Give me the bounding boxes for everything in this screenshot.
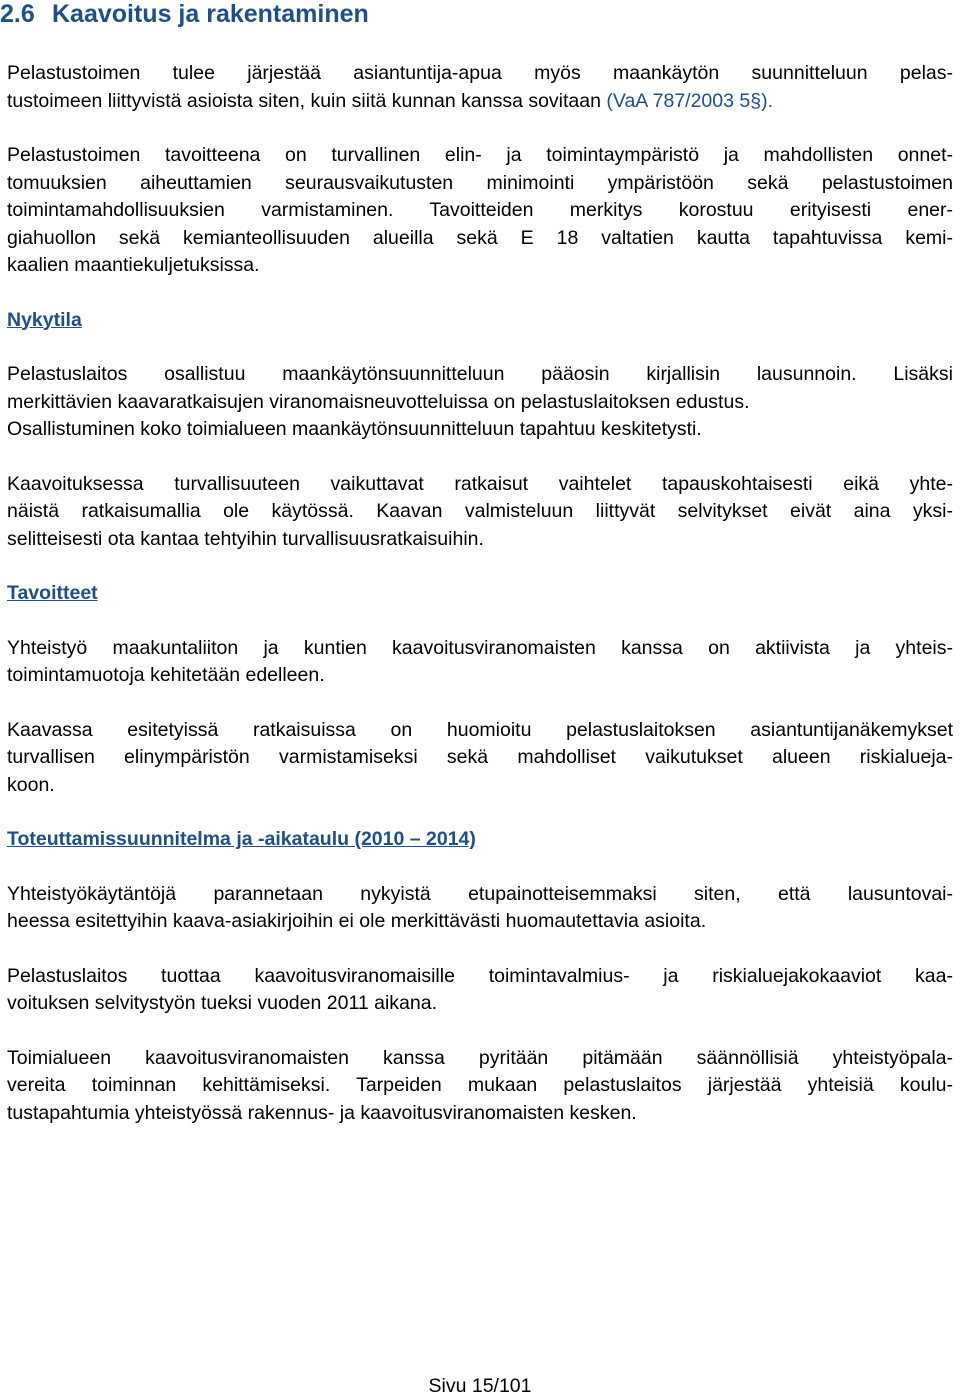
section-number: 2.6 (0, 0, 35, 28)
text-line: Yhteistyö maakuntaliiton ja kuntien kaavoitusviranomaisten kanssa on aktiivista ja yhteis- (7, 636, 953, 659)
paragraph-goals (7, 142, 953, 280)
text-line: heessa esitettyihin kaava-asiakirjoihin ei ole merkittävästi huomautettavia asioita. (7, 910, 707, 932)
subheading-tavoitteet: Tavoitteet (7, 582, 98, 604)
text-line: Pelastuslaitos osallistuu maankäytönsuunnitteluun pääosin kirjallisin lausunnoin. Lisäksi (7, 363, 953, 385)
text-line: Yhteistyökäytäntöjä parannetaan nykyistä etupainotteisemmaksi siten, että lausuntovai- (7, 882, 953, 905)
text-line (7, 88, 953, 116)
text-line: Kaavassa esitetyissä ratkaisuissa on huomioitu pelastuslaitoksen asiantuntijanäkemykset (7, 718, 953, 741)
text-line: voituksen selvitystyön tueksi vuoden 2011 aikana. (7, 992, 437, 1014)
paragraph (7, 1045, 953, 1128)
paragraph (7, 635, 953, 690)
body-text (7, 60, 953, 1154)
paragraph (7, 881, 953, 936)
law-reference: (VaA 787/2003 5§). (606, 89, 773, 112)
paragraph-intro (7, 60, 953, 115)
text-line: toimintamuotoja kehitetään edelleen. (7, 664, 325, 686)
text-line: tustapahtumia yhteistyössä rakennus- ja kaavoitusviranomaisten kesken. (7, 1101, 637, 1124)
section-heading (0, 0, 369, 29)
paragraph (7, 471, 953, 554)
subheading-toteuttamissuunnitelma: Toteuttamissuunnitelma ja -aikataulu (2010 – 2014) (7, 828, 476, 850)
section-title: Kaavoitus ja rakentaminen (52, 0, 369, 28)
text-line: merkittävien kaavaratkaisujen viranomaisneuvotteluissa on pelastuslaitoksen edustus. (7, 390, 750, 413)
page-number: Sivu 15/101 (428, 1375, 532, 1397)
text-line: Osallistuminen koko toimialueen maankäytönsuunnitteluun tapahtuu keskitetysti. (7, 418, 702, 440)
text-line: Kaavoituksessa turvallisuuteen vaikuttavat ratkaisut vaihtelet tapauskohtaisesti eikä yhte- (7, 472, 953, 495)
text-line: Toimialueen kaavoitusviranomaisten kanssa pyritään pitämään säännöllisiä yhteistyöpala- (7, 1046, 953, 1069)
subheading-nykytila: Nykytila (7, 308, 82, 331)
text-fragment: tustoimeen liittyvistä asioista siten, kuin siitä kunnan kanssa sovitaan (7, 89, 607, 112)
text-line: näistä ratkaisumallia ole käytössä. Kaavan valmisteluun liittyvät selvitykset eivät aina yksi- (7, 500, 953, 522)
paragraph (7, 963, 953, 1018)
text-line: tomuuksien aiheuttamien seurausvaikutusten minimointi ympäristöön sekä pelastustoimen (7, 171, 953, 194)
text-line: vereita toiminnan kehittämiseksi. Tarpeiden mukaan pelastuslaitos järjestää yhteisiä koulu- (7, 1074, 953, 1096)
text-line: Pelastustoimen tavoitteena on turvallinen elin- ja toimintaympäristö ja mahdollisten onnet- (7, 144, 953, 166)
paragraph (7, 361, 953, 444)
text-line: turvallisen elinympäristön varmistamiseksi sekä mahdolliset vaikutukset alueen riskialueja- (7, 746, 953, 768)
text-line: koon. (7, 773, 55, 796)
text-line: toimintamahdollisuuksien varmistaminen. Tavoitteiden merkitys korostuu erityisesti ener- (7, 199, 953, 221)
text-line: selitteisesti ota kantaa tehtyihin turvallisuusratkaisuihin. (7, 527, 484, 550)
text-line: kaalien maantiekuljetuksissa. (7, 254, 260, 276)
text-line: giahuollon sekä kemianteollisuuden alueilla sekä E 18 valtatien kautta tapahtuvissa kemi- (7, 226, 953, 249)
paragraph (7, 717, 953, 800)
text-line: Pelastustoimen tulee järjestää asiantuntija-apua myös maankäytön suunnitteluun pelas- (7, 62, 953, 84)
text-line: Pelastuslaitos tuottaa kaavoitusviranomaisille toimintavalmius- ja riskialuejakokaaviot kaa- (7, 964, 953, 987)
